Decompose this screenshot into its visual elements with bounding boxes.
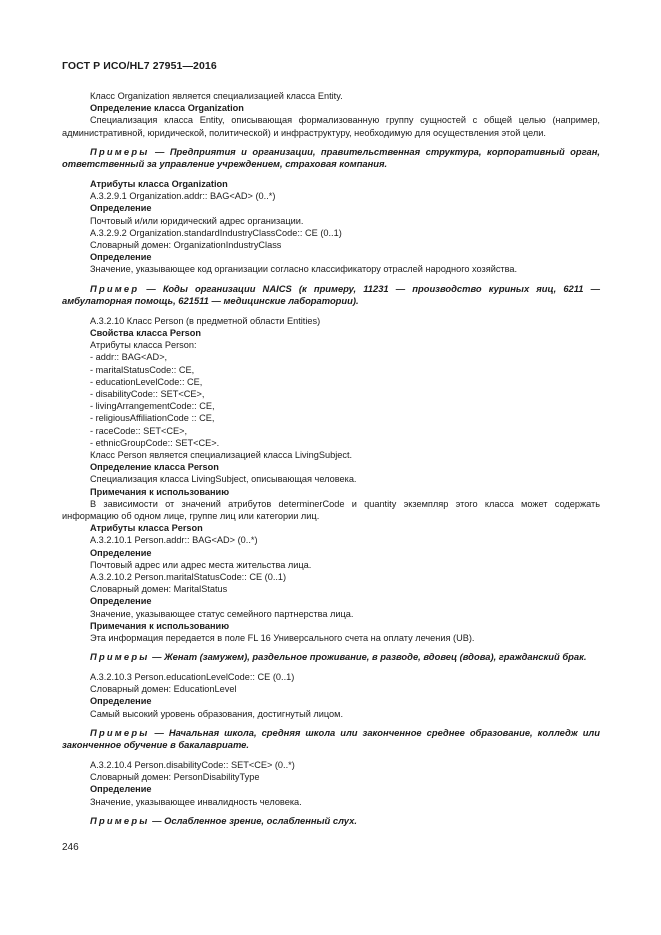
paragraph: A.3.2.10.4 Person.disabilityCode:: SET<CE> (0..*) <box>90 759 295 770</box>
example-label: Примеры <box>90 726 150 738</box>
paragraph: Словарный домен: PersonDisabilityType <box>90 772 260 783</box>
list-item: - disabilityCode:: SET<CE>, <box>90 389 205 400</box>
list-item: - addr:: BAG<AD>, <box>90 352 168 363</box>
paragraph: Словарный домен: OrganizationIndustryClass <box>90 240 282 251</box>
paragraph: A.3.2.10.2 Person.maritalStatusCode:: CE (0..1) <box>90 572 287 583</box>
section-heading: Атрибуты класса Organization <box>90 179 228 189</box>
paragraph: A.3.2.9.1 Organization.addr:: BAG<AD> (0..*) <box>90 191 276 202</box>
attribute-list <box>62 351 600 449</box>
paragraph: A.3.2.9.2 Organization.standardIndustryClassCode:: CE (0..1) <box>90 227 342 238</box>
example-text: — Начальная школа, средняя школа или законченное среднее образование, колледж или законченное обучение в бакалавриате. <box>62 726 600 751</box>
page-content <box>62 90 600 827</box>
paragraph: A.3.2.10 Класс Person (в предметной области Entities) <box>90 315 321 326</box>
section-heading: Примечания к использованию <box>90 620 230 631</box>
list-item: - raceCode:: SET<CE>, <box>90 425 188 436</box>
paragraph: Значение, указывающее инвалидность человека. <box>90 796 302 807</box>
section-heading: Определение <box>90 547 152 558</box>
list-item: - educationLevelCode:: CE, <box>90 376 203 387</box>
paragraph: Значение, указывающее статус семейного партнерства лица. <box>90 608 354 619</box>
paragraph: Значение, указывающее код организации согласно классификатору отраслей народного хозяйства. <box>90 264 518 275</box>
example-text: — Коды организации NAICS (к примеру, 11231 — производство куриных яиц, 6211 — амбулаторная помощь, 621511 — медицинские лаборатории). <box>62 282 600 307</box>
section-heading: Примечания к использованию <box>90 486 230 497</box>
list-item: - ethnicGroupCode:: SET<CE>. <box>90 437 220 448</box>
paragraph: Эта информация передается в поле FL 16 Универсального счета на оплату лечения (UB). <box>90 633 475 644</box>
section-heading: Определение класса Organization <box>90 103 244 114</box>
example-text: — Женат (замужем), раздельное проживание, в разводе, вдовец (вдова), гражданский брак. <box>149 651 587 663</box>
section-heading: Определение <box>90 696 152 707</box>
paragraph: Специализация класса Entity, описывающая формализованную группу сущностей с общей целью (например, административной, юридической, политической) и инфраструктуру, необходимую для осуществления этой цели. <box>62 115 600 138</box>
paragraph: В зависимости от значений атрибутов determinerCode и quantity экземпляр этого класса может содержать информацию об одном лице, группе лиц или категории лиц. <box>62 498 600 522</box>
page-number: 246 <box>62 842 79 853</box>
section-heading: Определение класса Person <box>90 462 219 473</box>
example-block <box>62 815 600 828</box>
example-block <box>62 727 600 752</box>
paragraph: Атрибуты класса Person: <box>90 340 197 351</box>
paragraph: Почтовый и/или юридический адрес организации. <box>90 215 304 226</box>
section-heading: Определение <box>90 252 152 263</box>
paragraph: A.3.2.10.3 Person.educationLevelCode:: CE (0..1) <box>90 671 295 682</box>
paragraph: Самый высокий уровень образования, достигнутый лицом. <box>90 708 344 719</box>
paragraph: Класс Organization является специализацией класса Entity. <box>90 91 343 101</box>
example-text: — Предприятия и организации, правительственная структура, корпоративный орган, ответственный за управление учреждением, страховая компания. <box>62 145 600 170</box>
section-heading: Свойства класса Person <box>90 328 202 339</box>
document-header: ГОСТ Р ИСО/HL7 27951—2016 <box>62 60 217 72</box>
example-label: Примеры <box>90 814 150 826</box>
list-item: - maritalStatusCode:: CE, <box>90 364 195 375</box>
list-item: - livingArrangementCode:: CE, <box>90 401 215 412</box>
paragraph: Почтовый адрес или адрес места жительства лица. <box>90 559 312 570</box>
section-heading: Атрибуты класса Person <box>90 523 203 534</box>
section-heading: Определение <box>90 596 152 607</box>
paragraph: A.3.2.10.1 Person.addr:: BAG<AD> (0..*) <box>90 535 258 546</box>
paragraph: Словарный домен: MaritalStatus <box>90 584 228 595</box>
example-block <box>62 146 600 171</box>
section-heading: Определение <box>90 203 152 214</box>
paragraph: Специализация класса LivingSubject, описывающая человека. <box>90 474 357 485</box>
example-block <box>62 283 600 308</box>
list-item: - religiousAffiliationCode :: CE, <box>90 413 215 424</box>
example-label: Примеры <box>90 145 150 157</box>
section-heading: Определение <box>90 784 152 795</box>
paragraph: Класс Person является специализацией класса LivingSubject. <box>90 450 353 461</box>
example-block <box>62 651 600 664</box>
example-text: — Ослабленное зрение, ослабленный слух. <box>149 814 357 826</box>
example-label: Примеры <box>90 651 150 663</box>
example-label: Пример <box>90 282 140 294</box>
paragraph: Словарный домен: EducationLevel <box>90 684 237 695</box>
